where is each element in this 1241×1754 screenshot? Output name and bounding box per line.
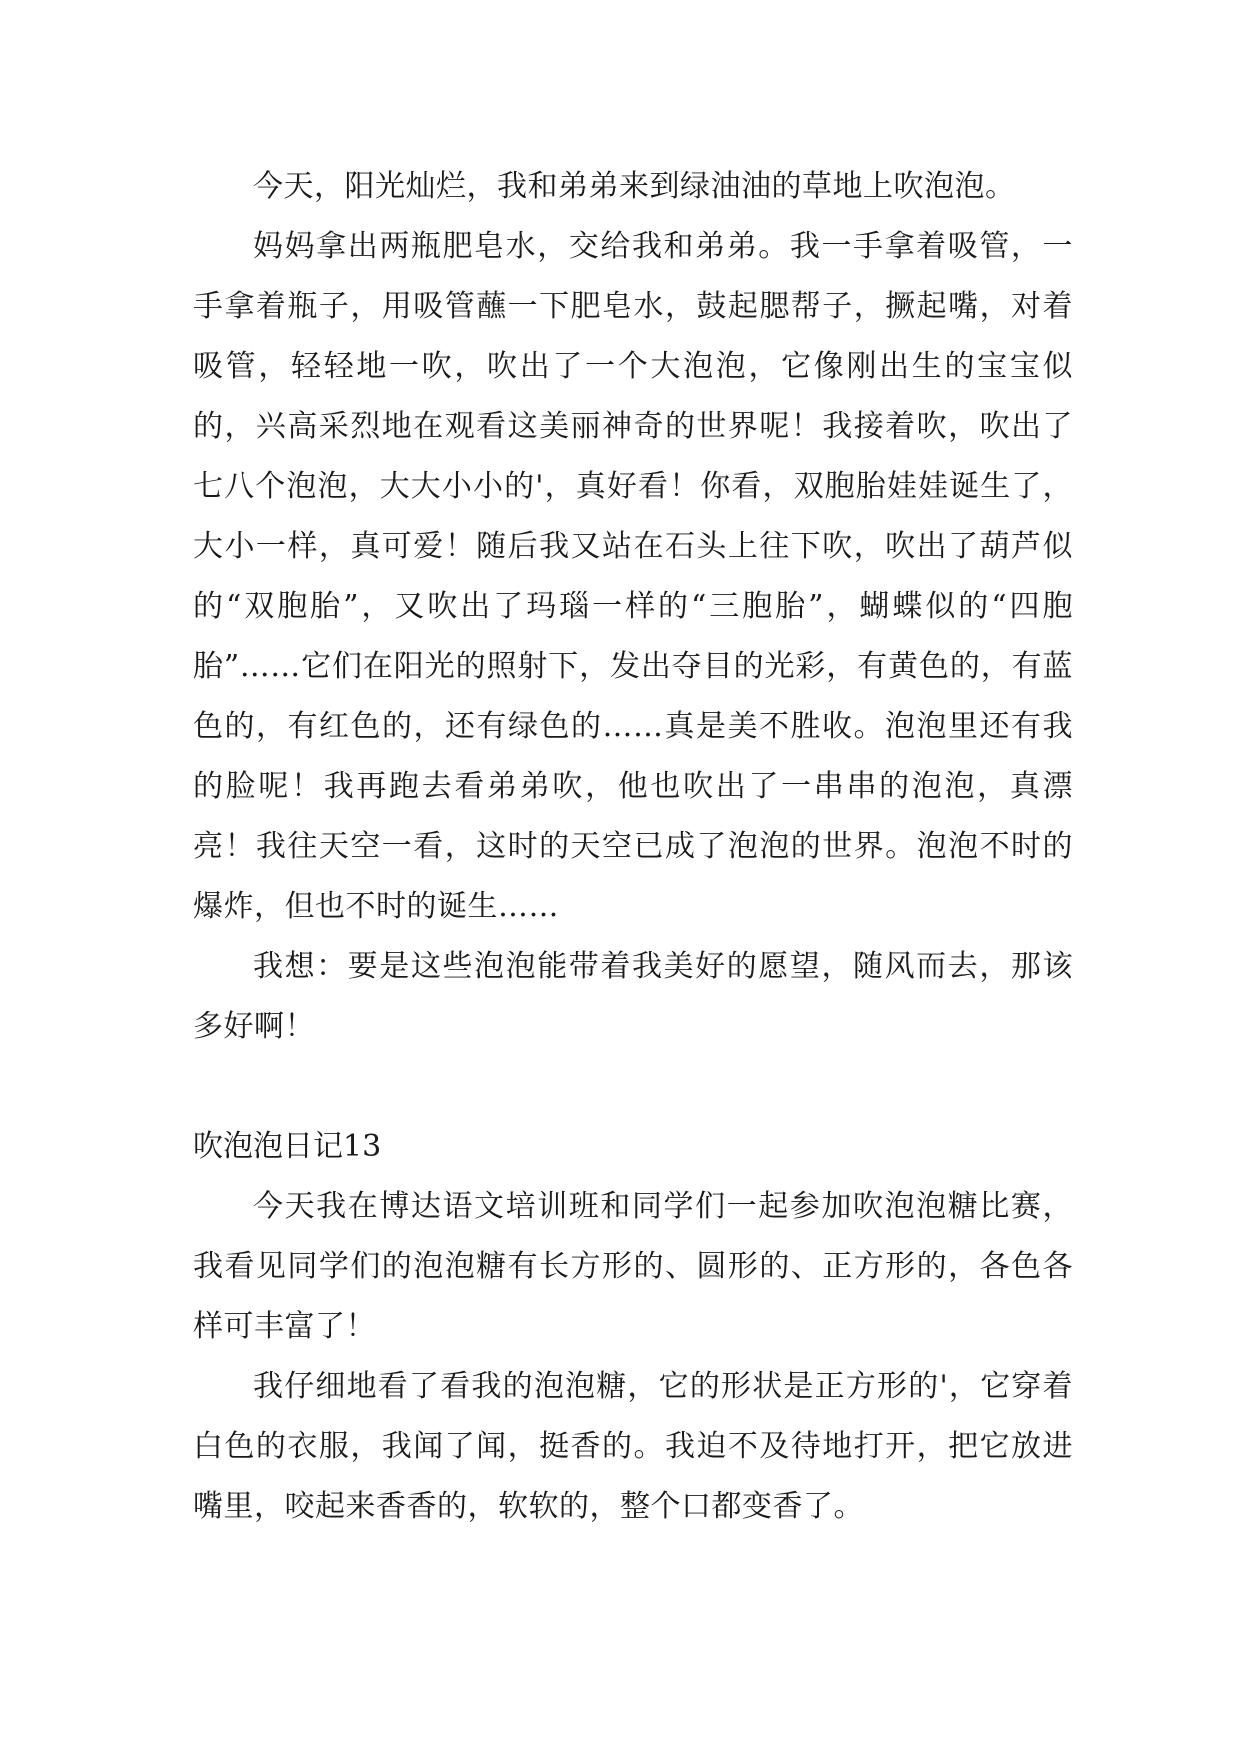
document-body (193, 157, 1073, 1537)
paragraph-gum-contest: 今天我在博达语文培训班和同学们一起参加吹泡泡糖比赛，我看见同学们的泡泡糖有长方形的、圆形的、正方形的，各色各样可丰富了！ (193, 1189, 1073, 1344)
paragraph-my-gum: 我仔细地看了看我的泡泡糖，它的形状是正方形的'，它穿着白色的衣服，我闻了闻，挺香的。我迫不及待地打开，把它放进嘴里，咬起来香香的，软软的，整个口都变香了。 (193, 1369, 1073, 1524)
paragraph-blowing-bubbles: 妈妈拿出两瓶肥皂水，交给我和弟弟。我一手拿着吸管，一手拿着瓶子，用吸管蘸一下肥皂水，鼓起腮帮子，撅起嘴，对着吸管，轻轻地一吹，吹出了一个大泡泡，它像刚出生的宝宝似的，兴高采烈地在观看这美丽神奇的世界呢！我接着吹，吹出了七八个泡泡，大大小小的'，真好看！你看，双胞胎娃娃诞生了，大小一样，真可爱！随后我又站在石头上往下吹，吹出了葫芦似的“双胞胎”，又吹出了玛瑙一样的“三胞胎”，蝴蝶似的“四胞胎”……它们在阳光的照射下，发出夺目的光彩，有黄色的，有蓝色的，有红色的，还有绿色的……真是美不胜收。泡泡里还有我的脸呢！我再跑去看弟弟吹，他也吹出了一串串的泡泡，真漂亮！我往天空一看，这时的天空已成了泡泡的世界。泡泡不时的爆炸，但也不时的诞生…… (193, 229, 1073, 924)
section-spacer (193, 1057, 1073, 1117)
paragraph-intro: 今天，阳光灿烂，我和弟弟来到绿油油的草地上吹泡泡。 (253, 169, 1016, 204)
section-title: 吹泡泡日记13 (193, 1129, 382, 1164)
paragraph-wish: 我想：要是这些泡泡能带着我美好的愿望，随风而去，那该多好啊！ (193, 949, 1073, 1044)
